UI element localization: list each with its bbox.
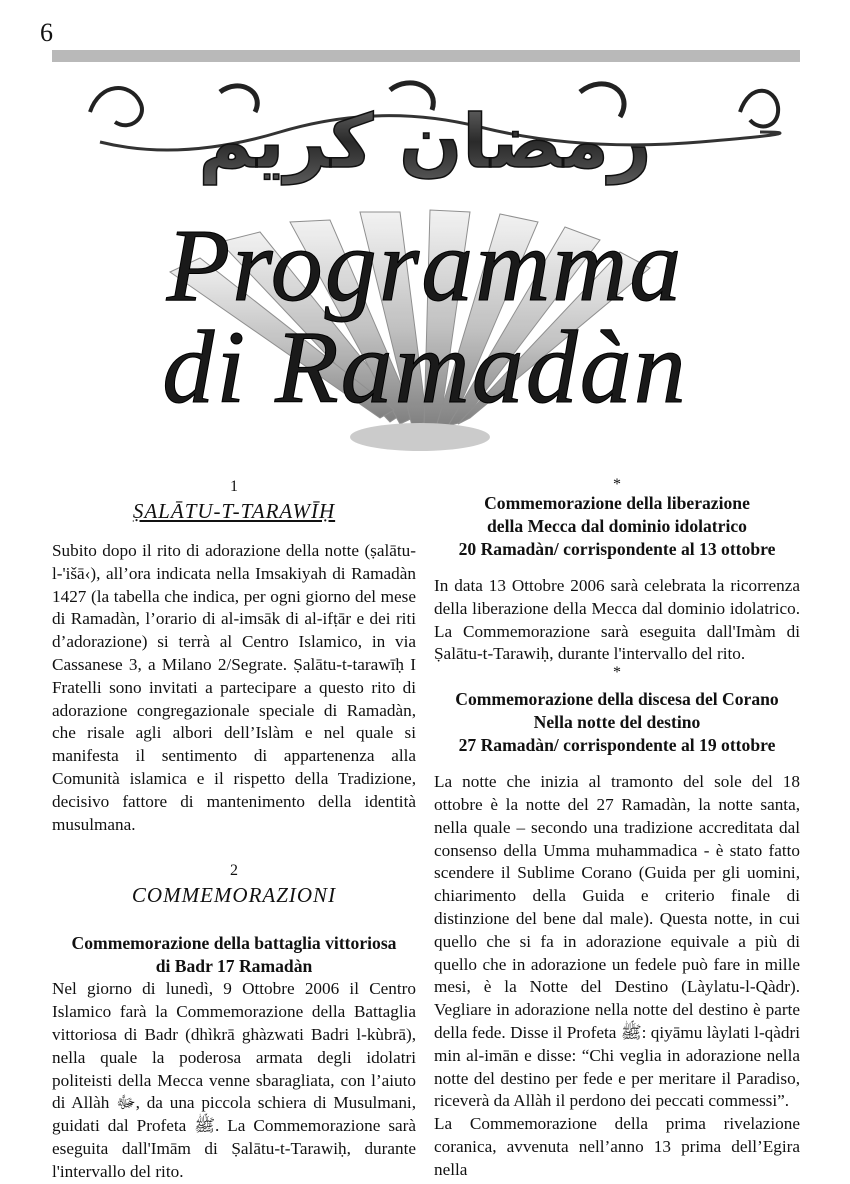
mecca-paragraph: In data 13 Ottobre 2006 sarà celebrata la ricorrenza della liberazione della Mecca dal dominio idolatrico. La Commemorazione sarà eseguita dall'Imàm di Ṣalātu-t-Tarawiḥ, durante l'intervallo del rito. bbox=[434, 576, 800, 664]
badr-heading-line-1: Commemorazione della battaglia vittoriosa bbox=[71, 933, 397, 954]
section-2-title: COMMEMORAZIONI bbox=[131, 883, 337, 908]
page-number: 6 bbox=[40, 18, 53, 47]
quran-paragraph-1: La notte che inizia al tramonto del sole del 18 ottobre è la notte del 27 Ramadàn, la notte santa, nella quale – secondo una tradizione accreditata dal consenso della Umma muhammadica - è stato fatto scendere il Sublime Corano (Guida per gli uomini, chiarimento della Guida e criterio finale di distinzione del bene dal male). Questa notte, in cui quello che si fa in adorazione equivale a più di quello che in adorazione un fedele può fare in mille mesi, è la Notte del Destino (Làylatu-l-Qàdr). Vegliare in adorazione nella notte del destino è parte della fede. Disse il Profeta ﷺ: qiyāmu làylati l-qàdri min al-imān e disse: “Chi veglia in adorazione nella notte del destino per fede e per meritare il Paradiso, riceverà da Allàh il perdono dei peccati commessi”. bbox=[434, 772, 800, 1111]
quran-heading-line-1: Commemorazione della discesa del Corano bbox=[455, 689, 779, 710]
mecca-heading-line-2: della Mecca dal dominio idolatrico bbox=[487, 516, 747, 536]
header-rule bbox=[52, 50, 800, 62]
mecca-heading-line-3: 20 Ramadàn/ corrispondente al 13 ottobre bbox=[458, 539, 776, 559]
masthead-artwork bbox=[60, 72, 790, 462]
quran-heading-line-3: 27 Ramadàn/ corrispondente al 19 ottobre bbox=[458, 735, 776, 756]
quran-paragraph-2: La Commemorazione della prima rivelazione coranica, avvenuta nell’anno 13 prima dell’Egira nella bbox=[434, 1114, 800, 1179]
left-column bbox=[52, 478, 416, 1184]
right-column bbox=[434, 478, 800, 1182]
badr-heading-line-2: di Badr 17 Ramadàn bbox=[155, 956, 313, 977]
separator-star-2: * bbox=[613, 664, 621, 682]
title-line-1: Programma bbox=[166, 208, 684, 323]
calligraphy-banner bbox=[90, 83, 780, 185]
separator-star-1: * bbox=[613, 476, 621, 493]
quran-heading-line-2: Nella notte del destino bbox=[533, 712, 701, 733]
mecca-heading-line-1: Commemorazione della liberazione bbox=[484, 493, 750, 513]
section-1-paragraph: Subito dopo il rito di adorazione della notte (ṣalātu-l-'išā‹), all’ora indicata nella Imsakiyah di Ramadàn 1427 (la tabella che indica, per ogni giorno del mese di Ramadàn, l’orario di al-imsāk di al-ifṭār e dei riti d’adorazione) si terrà al Centro Islamico, in via Cassanese 3, a Milano 2/Segrate. Ṣalātu-t-tarawīḥ I Fratelli sono invitati a partecipare a questo rito di adorazione congregazionale speciale di Ramadàn, che risale agli albori dell’Islàm e nel quale si manifesta il sentimento di appartenenza alla Comunità islamica e il rispetto della Tradizione, decisivo fattore di mantenimento della identità musulmana. bbox=[52, 541, 416, 834]
section-2-number: 2 bbox=[230, 862, 238, 880]
title-line-2: di Ramadàn bbox=[162, 310, 688, 425]
section-1-number: 1 bbox=[230, 478, 238, 495]
badr-paragraph: Nel giorno di lunedì, 9 Ottobre 2006 il Centro Islamico farà la Commemorazione della Battaglia vittoriosa di Badr (dhìkrā ghàzwati Badri l-kùbrā), nella quale la poderosa armata degli idolatri politeisti della Mecca venne sbaragliata, con l’aiuto di Allàh ﷻ, da una piccola schiera di Musulmani, guidati dal Profeta ﷺ. La Commemorazione sarà eseguita dall'Imām di Ṣalātu-t-Tarawiḥ, durante l'intervallo del rito. bbox=[52, 979, 416, 1181]
section-1-title: ṢALĀTU-T-TARAWĪḤ bbox=[132, 499, 336, 523]
calligraphy-text: رمضان كريم bbox=[198, 99, 652, 185]
